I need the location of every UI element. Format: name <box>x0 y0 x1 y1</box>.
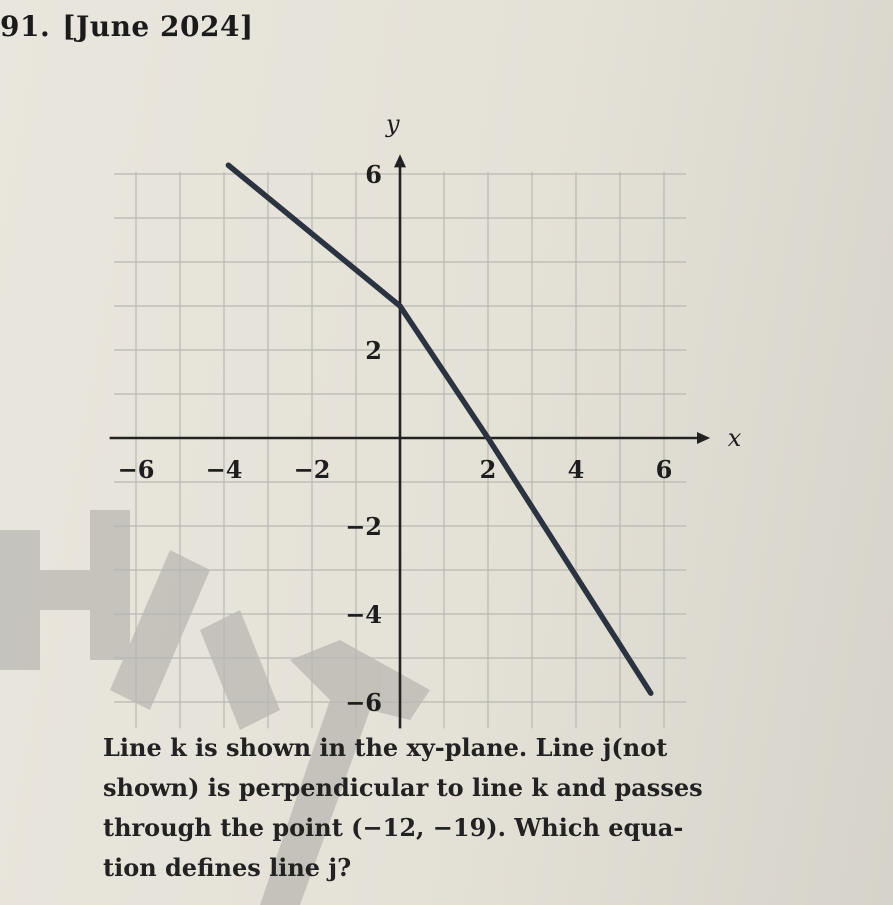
question-line-4: tion defines line j? <box>103 853 352 882</box>
y-tick-label: −4 <box>345 600 382 629</box>
y-axis-label: y <box>386 110 400 139</box>
x-axis-label: x <box>727 424 742 452</box>
y-tick-label: −2 <box>345 512 382 541</box>
y-tick-label: 6 <box>365 160 382 189</box>
x-tick-label: 2 <box>479 455 497 484</box>
y-tick-label: −6 <box>345 688 382 717</box>
y-axis-arrow <box>394 154 406 167</box>
x-tick-label: 6 <box>655 455 673 484</box>
question-line-2: shown) is perpendicular to line k and passes <box>103 773 703 802</box>
y-tick-label: 2 <box>365 336 382 365</box>
x-tick-label: −2 <box>293 455 331 484</box>
question-text <box>103 728 783 888</box>
x-tick-label: −6 <box>117 455 155 484</box>
question-number: 91. <box>0 10 51 43</box>
x-tick-label: −4 <box>205 455 243 484</box>
x-axis-arrow <box>697 432 710 444</box>
question-line-3: through the point (−12, −19). Which equa- <box>103 813 684 842</box>
tick-labels <box>118 110 742 717</box>
question-source: [June 2024] <box>62 10 254 43</box>
graph <box>110 108 742 717</box>
question-line-1: Line k is shown in the xy-plane. Line j(not <box>103 733 668 762</box>
question-header <box>0 10 266 43</box>
x-tick-label: 4 <box>567 455 585 484</box>
